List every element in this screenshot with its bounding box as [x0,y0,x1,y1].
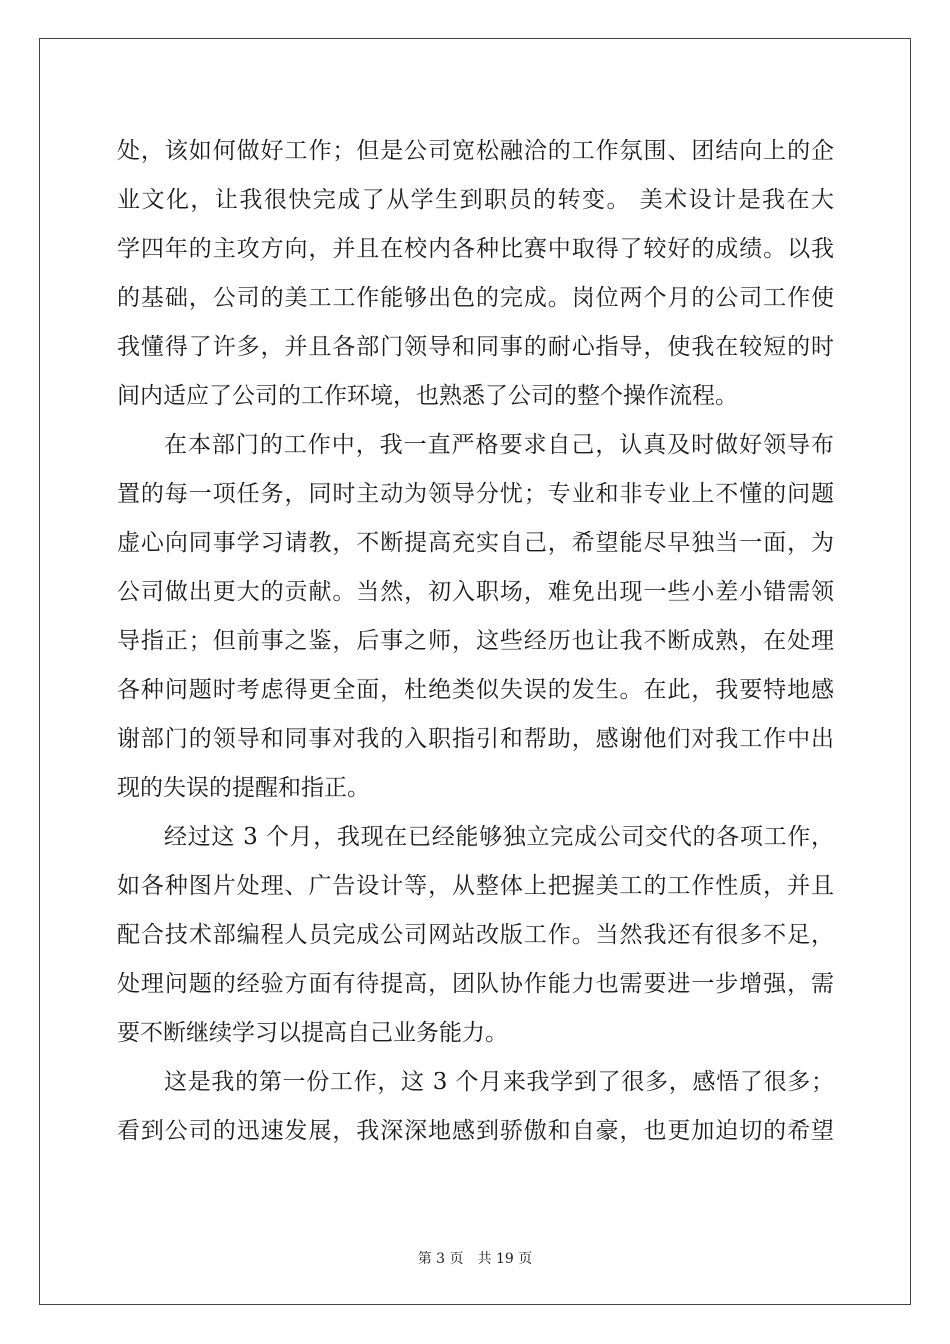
text-line: 处理问题的经验方面有待提高，团队协作能力也需要进一步增强，需 [117,971,834,997]
text-line: 业文化，让我很快完成了从学生到职员的转变。 美术设计是我在大 [117,187,834,213]
text-line: 现的失误的提醒和指正。 [117,775,370,801]
text-line: 虚心向同事学习请教，不断提高充实自己，希望能尽早独当一面，为 [117,530,834,556]
text-line: 经过这 3 个月，我现在已经能够独立完成公司交代的各项工作， [164,824,834,850]
text-line: 学四年的主攻方向，并且在校内各种比赛中取得了较好的成绩。以我 [117,236,834,262]
text-line: 要不断继续学习以提高自己业务能力。 [117,1020,508,1046]
text-line: 导指正；但前事之鉴，后事之师，这些经历也让我不断成熟，在处理 [117,628,834,654]
text-line: 处，该如何做好工作；但是公司宽松融洽的工作氛围、团结向上的企 [117,138,834,164]
page-total: 共 19 页 [477,1251,533,1267]
text-line: 看到公司的迅速发展，我深深地感到骄傲和自豪，也更加迫切的希望 [117,1118,834,1144]
text-line: 这是我的第一份工作，这 3 个月来我学到了很多，感悟了很多； [164,1069,834,1095]
document-body [117,127,834,1156]
text-line: 的基础，公司的美工工作能够出色的完成。岗位两个月的公司工作使 [117,285,834,311]
text-line: 谢部门的领导和同事对我的入职指引和帮助，感谢他们对我工作中出 [117,726,834,752]
page-number: 第 3 页 [417,1251,464,1267]
text-line: 置的每一项任务，同时主动为领导分忧；专业和非专业上不懂的问题 [117,481,834,507]
text-line: 我懂得了许多，并且各部门领导和同事的耐心指导，使我在较短的时 [117,334,834,360]
text-line: 在本部门的工作中，我一直严格要求自己，认真及时做好领导布 [164,432,834,458]
text-line: 各种问题时考虑得更全面，杜绝类似失误的发生。在此，我要特地感 [117,677,834,703]
page-footer [0,1248,950,1268]
text-line: 间内适应了公司的工作环境，也熟悉了公司的整个操作流程。 [117,383,738,409]
text-line: 配合技术部编程人员完成公司网站改版工作。当然我还有很多不足， [117,922,834,948]
text-line: 公司做出更大的贡献。当然，初入职场，难免出现一些小差小错需领 [117,579,834,605]
text-line: 如各种图片处理、广告设计等，从整体上把握美工的工作性质，并且 [117,873,834,899]
